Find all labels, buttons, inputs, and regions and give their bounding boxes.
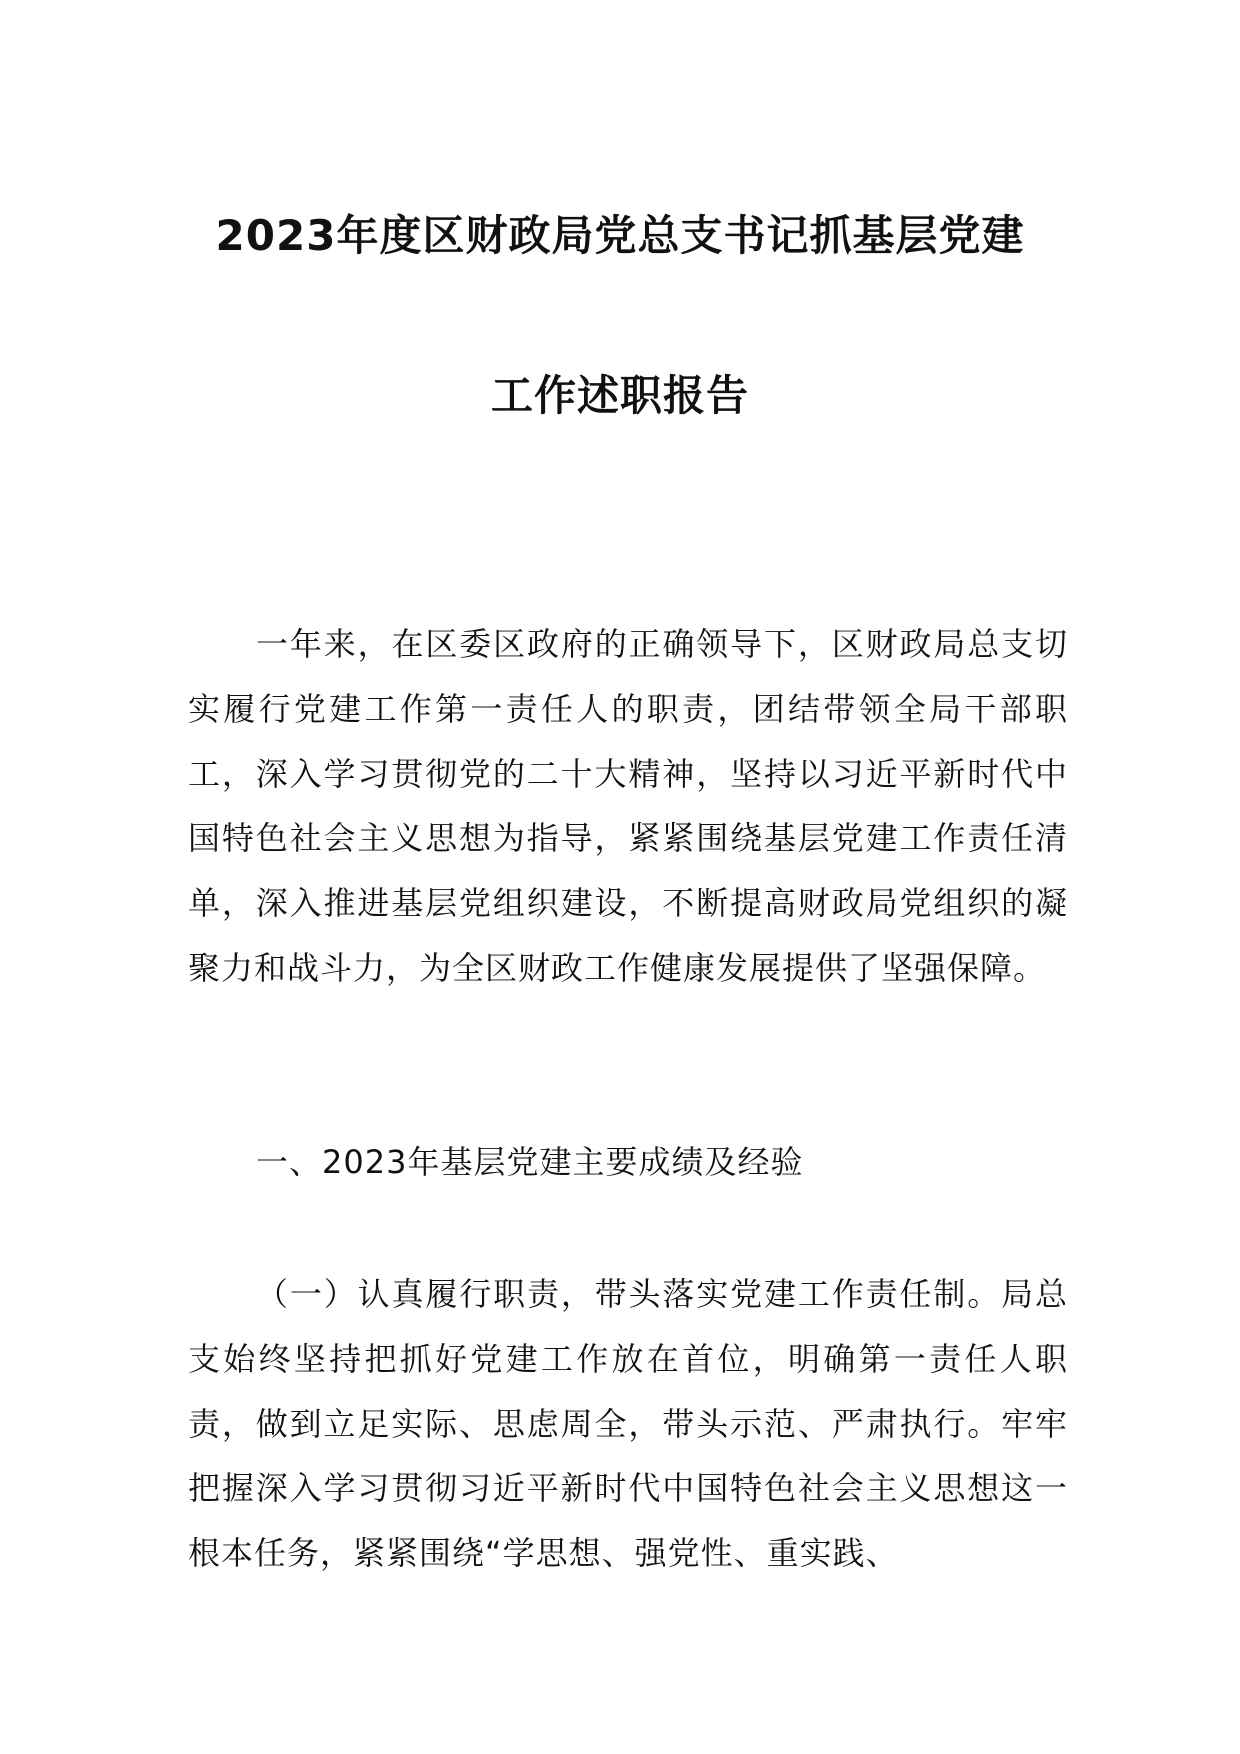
section-heading-1: 一、2023年基层党建主要成绩及经验 [256, 1143, 804, 1181]
section-1-paragraph-1: （一）认真履行职责，带头落实党建工作责任制。局总支始终坚持把抓好党建工作放在首位，明确第一责任人职责，做到立足实际、思虑周全，带头示范、严肃执行。牢牢把握深入学习贯彻习近平新时代中国特色社会主义思想这一根本任务，紧紧围绕“学思想、强党性、重实践、 [188, 1275, 1068, 1573]
document-title-line-1: 2023年度区财政局党总支书记抓基层党建 [215, 211, 1025, 260]
document-title-line-2: 工作述职报告 [490, 371, 749, 420]
intro-paragraph: 一年来，在区委区政府的正确领导下，区财政局总支切实履行党建工作第一责任人的职责，团结带领全局干部职工，深入学习贯彻党的二十大精神，坚持以习近平新时代中国特色社会主义思想为指导，紧紧围绕基层党建工作责任清单，深入推进基层党组织建设，不断提高财政局党组织的凝聚力和战斗力，为全区财政工作健康发展提供了坚强保障。 [188, 625, 1068, 987]
